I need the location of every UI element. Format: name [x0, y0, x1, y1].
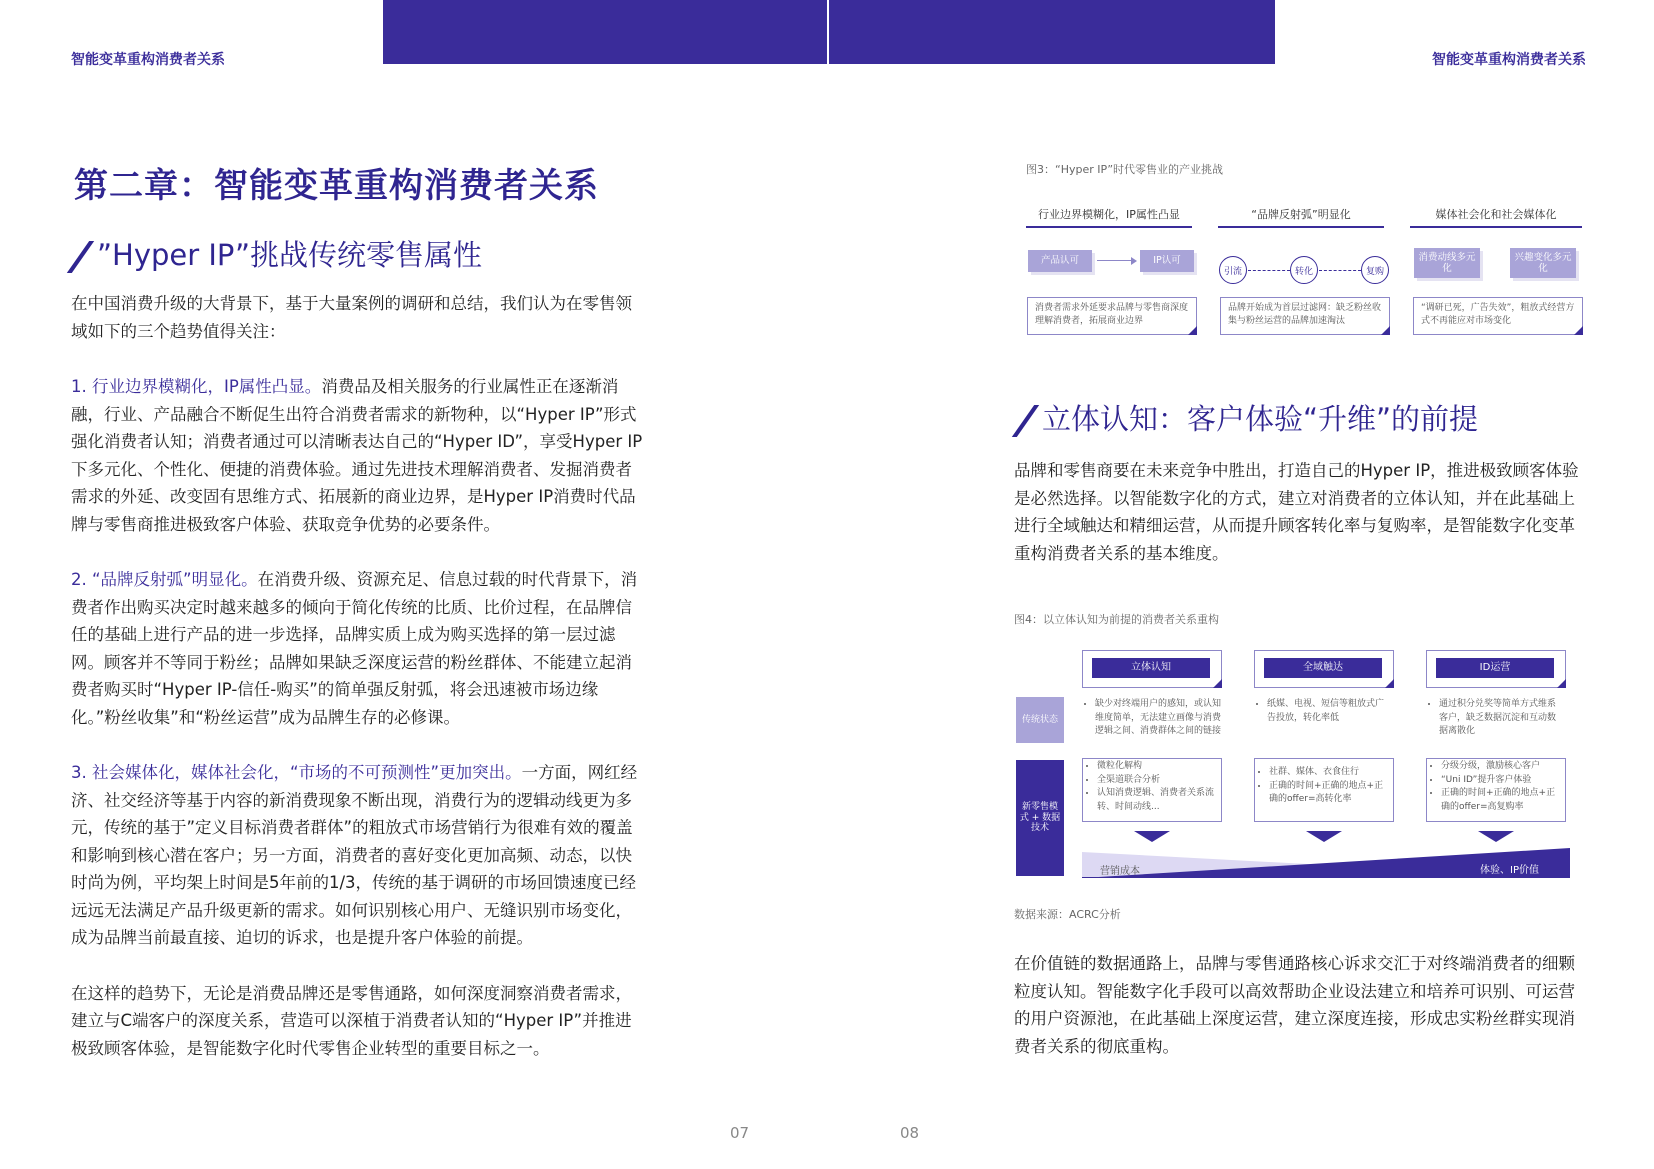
- trend-3-paragraph: [71, 759, 643, 952]
- fig3-circle-repurchase: 复购: [1361, 256, 1389, 284]
- fig4-bullet: • 正确的时间+正确的地点+正确的offer=高复购率: [1441, 787, 1564, 814]
- fig3-col2-box: 品牌开始成为首层过滤网：缺乏粉丝收集与粉丝运营的品牌加速淘汰: [1220, 297, 1390, 335]
- fig4-bullet: • 正确的时间+正确的地点+正确的offer=高转化率: [1269, 780, 1392, 807]
- left-body: [71, 290, 643, 1062]
- corner-mark: [1385, 679, 1394, 688]
- fig4-bullet: • 社群、媒体、衣食住行: [1269, 766, 1392, 780]
- trend-3-heading: 3. 社会媒体化，媒体社会化，“市场的不可预测性”更加突出。: [71, 763, 522, 782]
- fig4-col3-bottom-text: [1430, 760, 1564, 814]
- corner-mark: [1381, 326, 1390, 335]
- fig4-bar-left-label: 营销成本: [1100, 866, 1140, 877]
- down-arrow-icon: [1478, 831, 1514, 842]
- intro-paragraph: 在中国消费升级的大背景下，基于大量案例的调研和总结，我们认为在零售领域如下的三个趋势值得关注：: [71, 294, 632, 341]
- fig4-col3-title: ID运营: [1436, 658, 1554, 678]
- slash-icon: [67, 241, 94, 273]
- dashed-connector: [1319, 270, 1361, 271]
- down-arrow-icon: [1134, 831, 1170, 842]
- corner-mark: [1574, 326, 1583, 335]
- fig4-label-new-retail: 新零售模式 + 数据技术: [1016, 760, 1064, 876]
- section-2-paragraph: 品牌和零售商要在未来竞争中胜出，打造自己的Hyper IP，推进极致顾客体验是必然选择。以智能数字化的方式，建立对消费者的立体认知，并在此基础上进行全域触达和精细运营，从而提升顾客转化率与复购率，是智能数字化变革重构消费者关系的基本维度。: [1014, 461, 1579, 563]
- top-band-right: [829, 0, 1275, 64]
- fig4-col3-top-text: [1428, 698, 1564, 739]
- slash-icon: [1012, 405, 1039, 437]
- section-heading-hyper-ip: [78, 233, 482, 274]
- figure-4-caption: 图4：以立体认知为前提的消费者关系重构: [1014, 613, 1219, 626]
- dashed-connector: [1248, 270, 1290, 271]
- section-heading-text: 立体认知：客户体验“升维”的前提: [1042, 402, 1479, 436]
- corner-mark: [1557, 679, 1566, 688]
- conclusion-paragraph: 在这样的趋势下，无论是消费品牌还是零售通路，如何深度洞察消费者需求，建立与C端客户的深度关系，营造可以深植于消费者认知的“Hyper IP”并推进极致顾客体验，是智能数字化时代零售企业转型的重要目标之一。: [71, 983, 632, 1058]
- section-heading-text: ”Hyper IP”挑战传统零售属性: [97, 238, 482, 272]
- running-header-left: 智能变革重构消费者关系: [71, 52, 225, 68]
- trend-2-heading: 2. “品牌反射弧”明显化。: [71, 570, 258, 589]
- final-paragraph: 在价值链的数据通路上，品牌与零售通路核心诉求交汇于对终端消费者的细颗粒度认知。智能数字化手段可以高效帮助企业设法建立和培养可识别、可运营的用户资源池，在此基础上深度运营，建立深度连接，形成忠实粉丝群实现消费者关系的彻底重构。: [1014, 954, 1575, 1056]
- top-band-left: [383, 0, 827, 64]
- fig3-col2-title: “品牌反射弧”明显化: [1218, 206, 1384, 228]
- page-number-left: 07: [730, 1124, 750, 1142]
- chapter-title: 第二章：智能变革重构消费者关系: [74, 166, 599, 206]
- fig4-bullet: • 通过积分兑奖等简单方式维系客户，缺乏数据沉淀和互动数据离散化: [1439, 698, 1564, 739]
- fig3-interest-diversification: 兴趣变化多元化: [1510, 248, 1576, 278]
- fig4-col1-top-text: [1084, 698, 1224, 739]
- page-number-right: 08: [900, 1124, 920, 1142]
- fig3-product-recognition: 产品认可: [1028, 250, 1092, 272]
- trend-2-paragraph: [71, 566, 643, 731]
- arrow-head-icon: [1131, 257, 1137, 265]
- fig4-bullet: • 认知消费逻辑、消费者关系流转、时间动线...: [1097, 787, 1220, 814]
- arrow-right-icon: [1097, 260, 1133, 261]
- fig4-bullet: • 缺少对终端用户的感知，或认知维度简单，无法建立画像与消费逻辑之间、消费群体之间的链接: [1095, 698, 1224, 739]
- trend-1-paragraph: [71, 373, 643, 538]
- fig4-col2-title: 全域触达: [1264, 658, 1382, 678]
- fig4-col1-bottom-text: [1086, 760, 1220, 814]
- fig4-bullet: • 微粒化解构: [1097, 760, 1220, 774]
- fig4-col1-title: 立体认知: [1092, 658, 1210, 678]
- fig4-bullet: • 全渠道联合分析: [1097, 774, 1220, 788]
- corner-mark: [1188, 326, 1197, 335]
- trend-1-body: 消费品及相关服务的行业属性正在逐渐消融，行业、产品融合不断促生出符合消费者需求的新物种，以“Hyper IP”形式强化消费者认知；消费者通过可以清晰表达自己的“Hyper ID”，享受Hyper IP下多元化、个性化、便捷的消费体验。通过先进技术理解消费者、发掘消费者需求的外延、改变固有思维方式、拓展新的商业边界，是Hyper IP消费时代品牌与零售商推进极致客户体验、获取竞争优势的必要条件。: [71, 377, 643, 534]
- fig3-path-diversification: 消费动线多元化: [1414, 248, 1480, 278]
- fig3-col3-box: “调研已死，广告失效”，粗放式经营方式不再能应对市场变化: [1413, 297, 1583, 335]
- fig4-bullet: • 分级分级，激励核心客户: [1441, 760, 1564, 774]
- corner-mark: [1213, 679, 1222, 688]
- fig4-col2-top-text: [1256, 698, 1392, 725]
- fig4-bar-right-label: 体验、IP价值: [1480, 865, 1539, 876]
- fig4-label-traditional: 传统状态: [1016, 697, 1064, 743]
- figure-3-caption: 图3：“Hyper IP”时代零售业的产业挑战: [1026, 163, 1224, 176]
- fig4-col2-bottom-text: [1258, 766, 1392, 807]
- fig3-col1-box: 消费者需求外延要求品牌与零售商深度理解消费者，拓展商业边界: [1027, 297, 1197, 335]
- fig3-circle-traffic: 引流: [1219, 256, 1247, 284]
- trend-2-body: 在消费升级、资源充足、信息过载的时代背景下，消费者作出购买决定时越来越多的倾向于简化传统的比质、比价过程，在品牌信任的基础上进行产品的进一步选择，品牌实质上成为购买选择的第一层过滤网。顾客并不等同于粉丝；品牌如果缺乏深度运营的粉丝群体、不能建立起消费者购买时“Hyper IP-信任-购买”的简单强反射弧，将会迅速被市场边缘化。”粉丝收集”和“粉丝运营”成为品牌生存的必修课。: [71, 570, 638, 727]
- figure-4-source: 数据来源：ACRC分析: [1014, 908, 1121, 921]
- fig3-ip-recognition: IP认可: [1140, 250, 1194, 272]
- trend-1-heading: 1. 行业边界模糊化，IP属性凸显。: [71, 377, 322, 396]
- fig4-bullet: • 纸媒、电视、短信等粗放式广告投放，转化率低: [1267, 698, 1392, 725]
- section-heading-3d-cognition: [1023, 397, 1478, 438]
- fig3-circle-conversion: 转化: [1290, 256, 1318, 284]
- fig3-col1-title: 行业边界模糊化，IP属性凸显: [1026, 206, 1192, 228]
- running-header-right: 智能变革重构消费者关系: [1432, 52, 1586, 68]
- down-arrow-icon: [1306, 831, 1342, 842]
- trend-3-body: 一方面，网红经济、社交经济等基于内容的新消费现象不断出现，消费行为的逻辑动线更为多元，传统的基于”定义目标消费者群体”的粗放式市场营销行为很难有效的覆盖和影响到核心潜在客户；另一方面，消费者的喜好变化更加高频、动态，以快时尚为例，平均架上时间是5年前的1/3，传统的基于调研的市场回馈速度已经远远无法满足产品升级更新的需求。如何识别核心用户、无缝识别市场变化，成为品牌当前最直接、迫切的诉求，也是提升客户体验的前提。: [71, 763, 638, 947]
- fig3-col3-title: 媒体社会化和社会媒体化: [1410, 206, 1582, 228]
- fig4-bullet: • “Uni ID”提升客户体验: [1441, 774, 1564, 788]
